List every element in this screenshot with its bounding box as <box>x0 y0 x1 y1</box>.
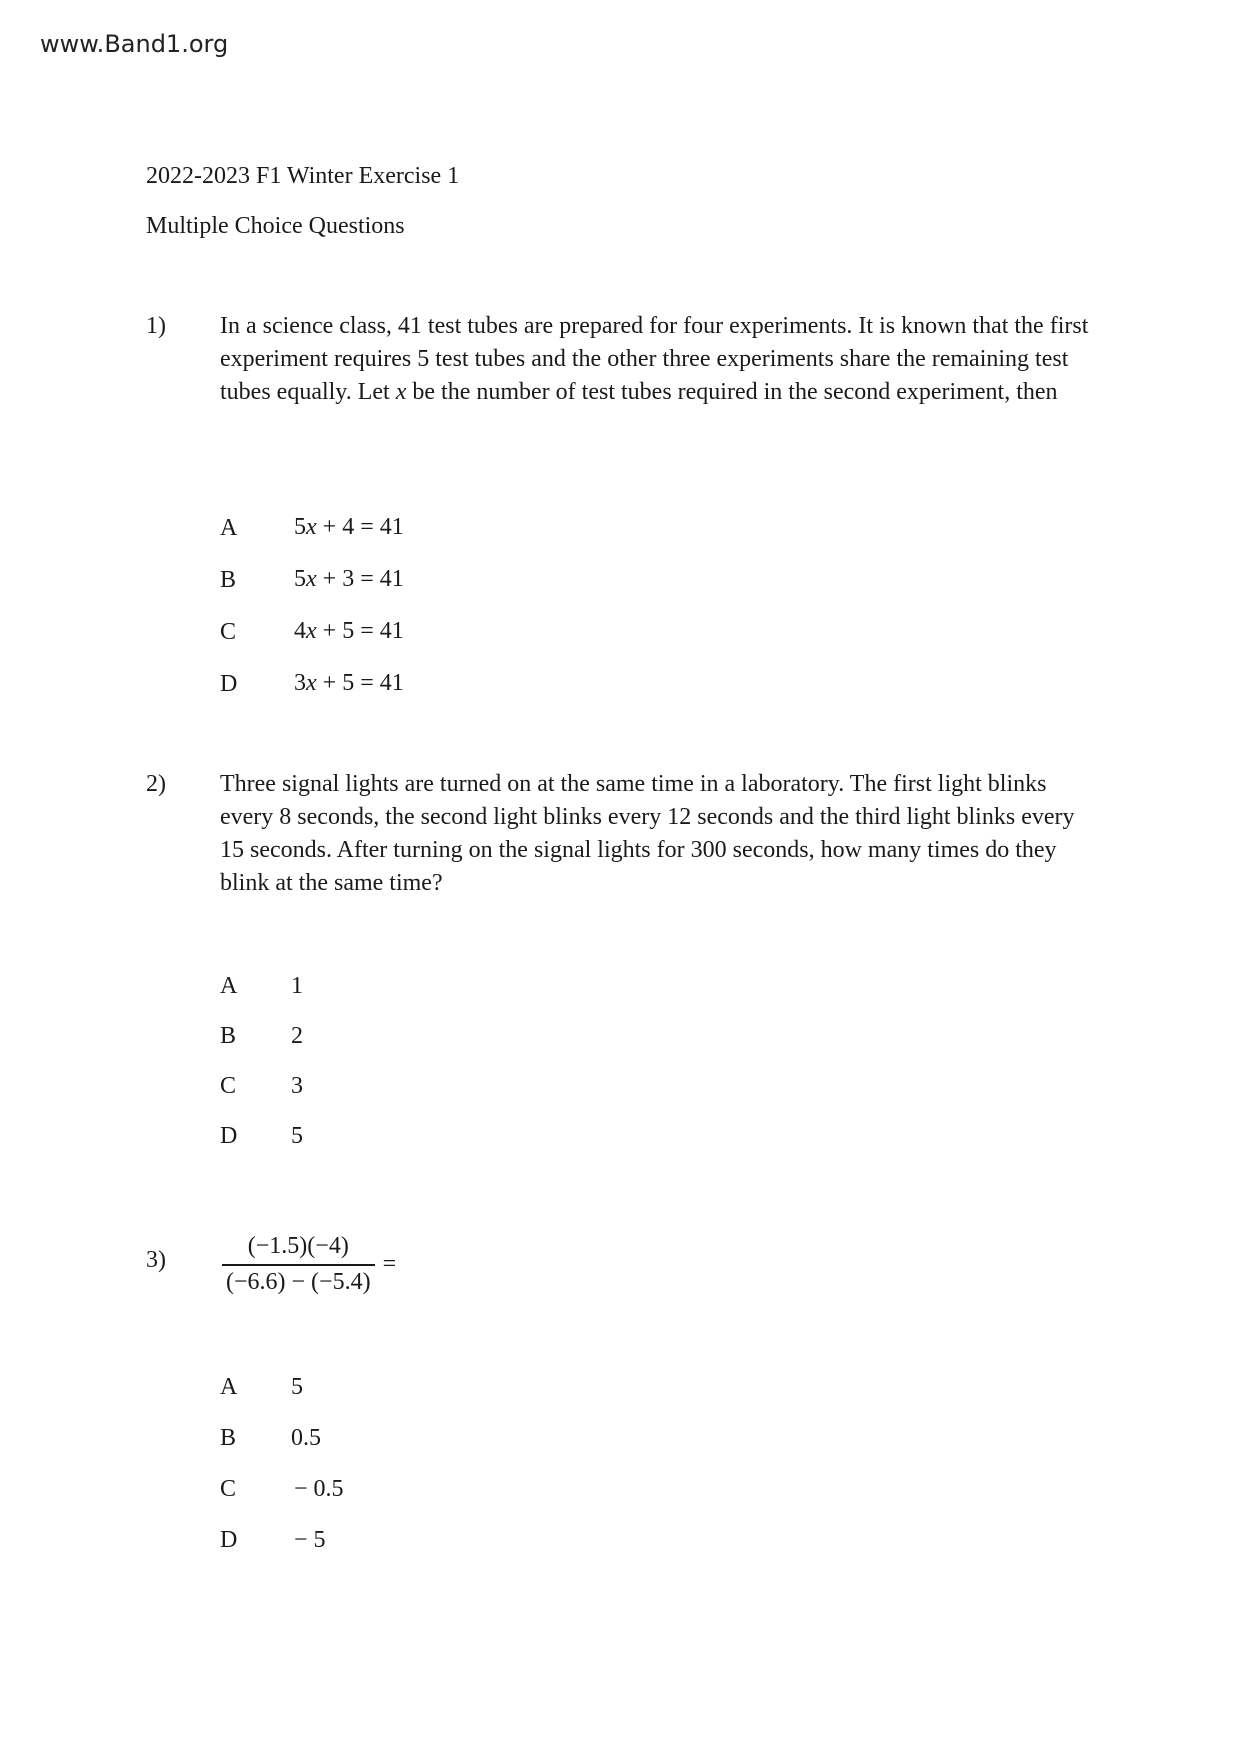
option-letter: D <box>220 1123 238 1149</box>
question-number: 2) <box>146 771 166 797</box>
fraction <box>222 1233 375 1296</box>
option-letter: B <box>220 1425 237 1451</box>
option-value: 5x + 4 = 41 <box>294 514 404 540</box>
fraction-expression <box>222 1233 396 1296</box>
option-letter: A <box>220 515 238 541</box>
option-value: 4x + 5 = 41 <box>294 618 404 644</box>
question-text: Three signal lights are turned on at the same time in a laboratory. The first light blinks every 8 seconds, the second light blinks every 12 seconds and the third light blinks every 15 seconds. After turning on the signal lights for 300 seconds, how many times do they blink at the same time? <box>220 771 1075 896</box>
question-text-part: be the number of test tubes required in the second experiment, then <box>406 379 1058 405</box>
option-value: − 0.5 <box>294 1476 344 1502</box>
question-number: 3) <box>146 1247 166 1273</box>
option-letter: B <box>220 567 237 593</box>
fraction-denominator: (−6.6) − (−5.4) <box>226 1268 371 1295</box>
option-value: 1 <box>291 973 303 999</box>
option-value: 3x + 5 = 41 <box>294 670 404 696</box>
question-number: 1) <box>146 313 166 339</box>
option-value: 5x + 3 = 41 <box>294 566 404 592</box>
option-letter: C <box>220 1073 237 1099</box>
page-subtitle: Multiple Choice Questions <box>146 213 405 239</box>
question-text <box>220 310 1100 409</box>
fraction-numerator: (−1.5)(−4) <box>247 1233 349 1259</box>
option-value: 5 <box>291 1374 303 1400</box>
option-value: 5 <box>291 1123 303 1149</box>
option-value: − 5 <box>294 1527 326 1553</box>
option-letter: D <box>220 671 238 697</box>
watermark: www.Band1.org <box>40 30 229 58</box>
option-letter: C <box>220 1476 237 1502</box>
option-value: 2 <box>291 1023 303 1049</box>
option-letter: C <box>220 619 237 645</box>
option-value: 3 <box>291 1073 303 1099</box>
variable: x <box>395 379 407 405</box>
option-letter: D <box>220 1527 238 1553</box>
page-title: 2022-2023 F1 Winter Exercise 1 <box>146 163 460 189</box>
question-text-part: In a science class, 41 test tubes are prepared for four experiments. It is known that the first experiment requires 5 test tubes and the other three experiments share the remaining test tubes equally. Let <box>220 313 1089 405</box>
equals-sign: = <box>382 1250 397 1277</box>
option-letter: A <box>220 1374 238 1400</box>
option-letter: B <box>220 1023 237 1049</box>
option-letter: A <box>220 973 238 999</box>
option-value: 0.5 <box>291 1425 321 1451</box>
